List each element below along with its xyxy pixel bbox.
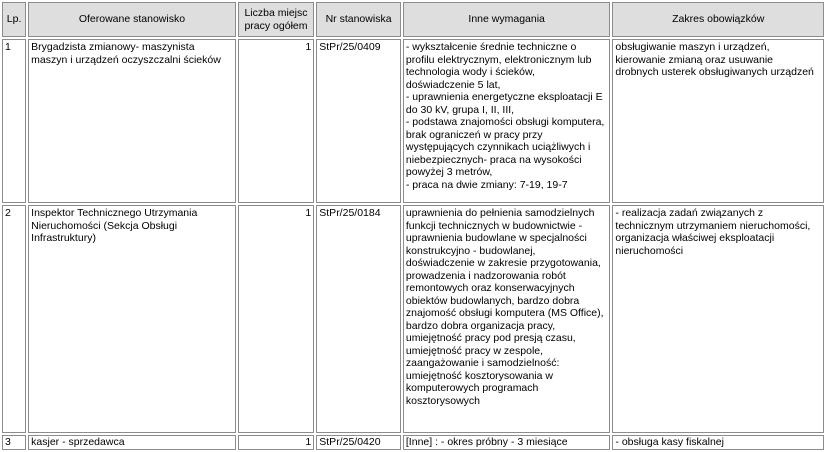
cell-zakres: - obsługa kasy fiskalnej	[612, 435, 824, 450]
cell-lp: 1	[2, 39, 26, 203]
cell-zakres: obsługiwanie maszyn i urządzeń, kierowanie zmianą oraz usuwanie drobnych usterek obsługiwanych urządzeń	[612, 39, 824, 203]
header-wymagania: Inne wymagania	[403, 2, 611, 37]
cell-stanowisko: kasjer - sprzedawca	[28, 435, 236, 450]
cell-lp: 2	[2, 205, 26, 433]
cell-wymagania: [Inne] : - okres próbny - 3 miesiące	[403, 435, 611, 450]
header-zakres: Zakres obowiązków	[612, 2, 824, 37]
cell-zakres: - realizacja zadań związanych z technicznym utrzymaniem nieruchomości, organizacja właściwej eksploatacji nieruchomości	[612, 205, 824, 433]
cell-nr: StPr/25/0184	[316, 205, 401, 433]
header-stanowisko: Oferowane stanowisko	[28, 2, 236, 37]
cell-stanowisko: Brygadzista zmianowy- maszynista maszyn i urządzeń oczyszczalni ścieków	[28, 39, 236, 203]
cell-nr: StPr/25/0409	[316, 39, 401, 203]
cell-nr: StPr/25/0420	[316, 435, 401, 450]
header-row	[2, 2, 824, 37]
cell-liczba: 1	[238, 435, 315, 450]
cell-liczba: 1	[238, 39, 315, 203]
table-row	[2, 205, 824, 433]
header-lp: Lp.	[2, 2, 26, 37]
cell-wymagania: uprawnienia do pełnienia samodzielnych funkcji technicznych w budownictwie - uprawnienia budowlane w specjalności konstrukcyjno - budowlanej, doświadczenie w zakresie przygotowania, prowadzenia i nadzorowania robót remontowych oraz konserwacyjnych obiektów budowlanych, bardzo dobra znajomość obsługi komputera (MS Office), bardzo dobra organizacja pracy, umiejętność pracy pod presją czasu, umiejętność pracy w zespole, zaangażowanie i samodzielność: umiejętność kosztorysowania w komputerowych programach kosztorysowych	[403, 205, 611, 433]
table-row	[2, 39, 824, 203]
cell-lp: 3	[2, 435, 26, 450]
cell-stanowisko: Inspektor Technicznego Utrzymania Nieruchomości (Sekcja Obsługi Infrastruktury)	[28, 205, 236, 433]
header-nr: Nr stanowiska	[316, 2, 401, 37]
cell-liczba: 1	[238, 205, 315, 433]
header-liczba: Liczba miejsc pracy ogółem	[238, 2, 315, 37]
table-row	[2, 435, 824, 450]
cell-wymagania: - wykształcenie średnie techniczne o profilu elektrycznym, elektronicznym lub technologia wody i ścieków, doświadczenie 5 lat, - uprawnienia energetyczne eksploatacji E do 30 kV, grupa I, II, III, - podstawa znajomości obsługi komputera, brak ograniczeń w pracy przy występujących czynnikach uciążliwych i niebezpiecznych- praca na wysokości powyżej 3 metrów, - praca na dwie zmiany: 7-19, 19-7	[403, 39, 611, 203]
